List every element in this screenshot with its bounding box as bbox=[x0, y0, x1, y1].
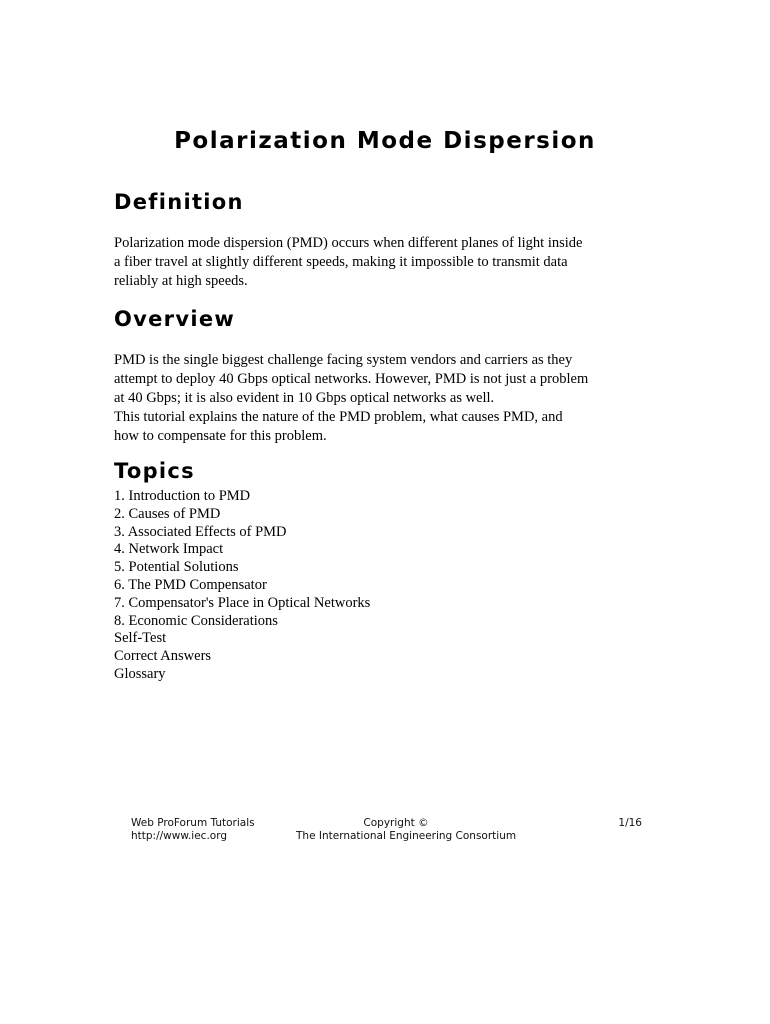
overview-line: at 40 Gbps; it is also evident in 10 Gbps optical networks as well. bbox=[114, 390, 495, 406]
definition-line: Polarization mode dispersion (PMD) occurs when different planes of light inside bbox=[114, 235, 583, 251]
overview-line: attempt to deploy 40 Gbps optical networks. However, PMD is not just a problem bbox=[114, 371, 589, 387]
page-number: 1/16 bbox=[618, 817, 642, 829]
footer-url: http://www.iec.org bbox=[131, 830, 228, 842]
definition-line: a fiber travel at slightly different speeds, making it impossible to transmit data bbox=[114, 254, 568, 270]
footer-copyright bbox=[296, 817, 517, 843]
footer-copyright-label: Copyright © bbox=[363, 817, 429, 829]
topic-item: 2. Causes of PMD bbox=[114, 505, 221, 522]
topics-heading: Topics bbox=[114, 459, 195, 483]
topics-list bbox=[114, 488, 370, 684]
definition-paragraph bbox=[114, 234, 634, 291]
overview-line: PMD is the single biggest challenge facing system vendors and carriers as they bbox=[114, 352, 573, 368]
topic-item: 5. Potential Solutions bbox=[114, 559, 239, 576]
topic-item: 7. Compensator's Place in Optical Networks bbox=[114, 594, 371, 611]
overview-paragraph bbox=[114, 351, 634, 446]
footer-source bbox=[131, 817, 255, 843]
definition-heading: Definition bbox=[114, 190, 244, 214]
topic-item: Correct Answers bbox=[114, 648, 212, 665]
footer-organization: The International Engineering Consortium bbox=[296, 830, 517, 842]
topic-item: Self-Test bbox=[114, 630, 167, 647]
overview-line: how to compensate for this problem. bbox=[114, 428, 327, 444]
footer-page-number bbox=[600, 817, 642, 830]
topic-item: 1. Introduction to PMD bbox=[114, 488, 251, 504]
topic-item: 8. Economic Considerations bbox=[114, 612, 278, 629]
overview-line: This tutorial explains the nature of the PMD problem, what causes PMD, and bbox=[114, 409, 563, 425]
footer-publisher: Web ProForum Tutorials bbox=[131, 817, 255, 829]
topic-item: 6. The PMD Compensator bbox=[114, 576, 267, 593]
topic-item: 3. Associated Effects of PMD bbox=[114, 523, 287, 540]
topic-item: 4. Network Impact bbox=[114, 541, 224, 558]
definition-line: reliably at high speeds. bbox=[114, 273, 248, 289]
document-title: Polarization Mode Dispersion bbox=[174, 128, 596, 154]
topic-item: Glossary bbox=[114, 665, 166, 682]
overview-heading: Overview bbox=[114, 307, 236, 331]
